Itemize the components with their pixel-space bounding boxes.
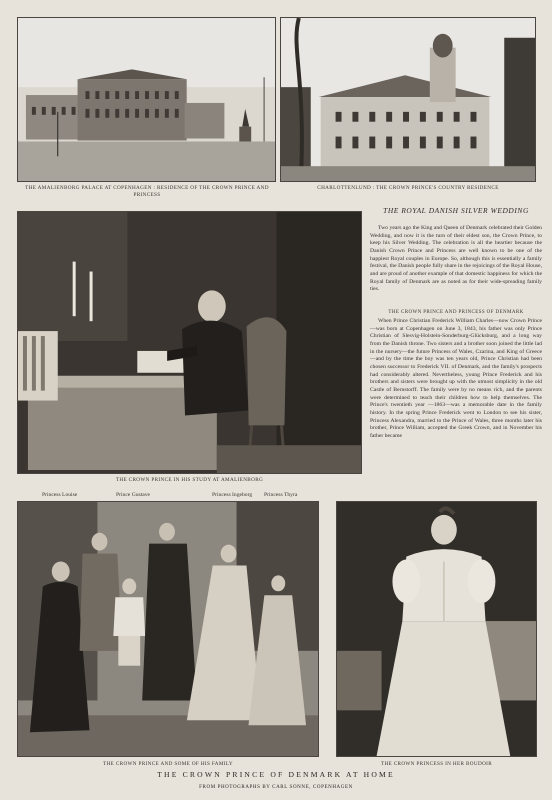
study-photo <box>17 211 362 474</box>
palace-caption: THE AMALIENBORG PALACE AT COPENHAGEN : RESIDENCE OF THE CROWN PRINCE AND PRINCESS <box>25 185 269 198</box>
name-label-gustave: Prince Gustave <box>116 492 151 498</box>
article-subheading: THE CROWN PRINCE AND PRINCESS OF DENMARK <box>388 310 524 315</box>
article-body: When Prince Christian Frederick William Charles—now Crown Prince—was born at Copenhagen on June 3, 1843, his father was only Prince Christian of Slesvig-Holstein-Sonderburg-Glücksburg, and a long way from the Danish throne. Two sisters and a brother soon joined the little lad in the nursery—the future Princess of Wales, Czarina, and King of Greece—and by the time the boy was ten years old, Prince Christian had been chosen successor to Frederick VII. of Denmark, and the family's prospects had considerably altered. Nevertheless, young Prince Frederick and his brothers and sisters were brought up with the utmost simplicity in the old Castle of Bernstorff. The family were by no means rich, and the parents were determined to teach their children how to help themselves. The Prince's twentieth year —1863—was a memorable date in the family history. In the spring Prince Frederick went to London to see his sister, Princess Alexandra, married to the Prince of Wales, three months later his brother, Prince William, accepted the Greek Crown, and in November his father became <box>370 318 542 439</box>
name-label-louise: Princess Louise <box>42 492 78 498</box>
study-caption: THE CROWN PRINCE IN HIS STUDY AT AMALIENBORG <box>115 477 264 483</box>
boudoir-caption: THE CROWN PRINCESS IN HER BOUDOIR <box>380 761 493 767</box>
photo-credit: FROM PHOTOGRAPHS BY CARL SONNE, COPENHAGEN <box>199 785 353 790</box>
family-caption: THE CROWN PRINCE AND SOME OF HIS FAMILY <box>103 761 233 767</box>
family-photo <box>17 501 319 757</box>
page-title: THE CROWN PRINCE OF DENMARK AT HOME <box>157 770 395 779</box>
amalienborg-palace-photo <box>17 17 276 182</box>
article-intro: Two years ago the King and Queen of Denmark celebrated their Golden Wedding, and now it is the turn of their eldest son, the Crown Prince, to keep his Silver Wedding. The celebration is all the heartier because the Danish Crown Prince and Princess are well known to be one of the happiest Royal couples in Europe. So, although this is essentially a family festival, the Danish people fully share in the rejoicings of the Royal House, and are proud of another example of that domestic happiness for which the Royal family of Denmark are as noted as for their wide-spreading family ties. <box>370 225 542 293</box>
name-label-ingeborg: Princess Ingeborg <box>212 492 253 498</box>
name-label-thyra: Princess Thyra <box>264 492 298 498</box>
charlottenlund-caption: CHARLOTTENLUND : THE CROWN PRINCE'S COUNTRY RESIDENCE <box>317 185 499 191</box>
charlottenlund-photo <box>280 17 536 182</box>
boudoir-photo <box>336 501 537 757</box>
article-heading: THE ROYAL DANISH SILVER WEDDING <box>383 206 529 215</box>
